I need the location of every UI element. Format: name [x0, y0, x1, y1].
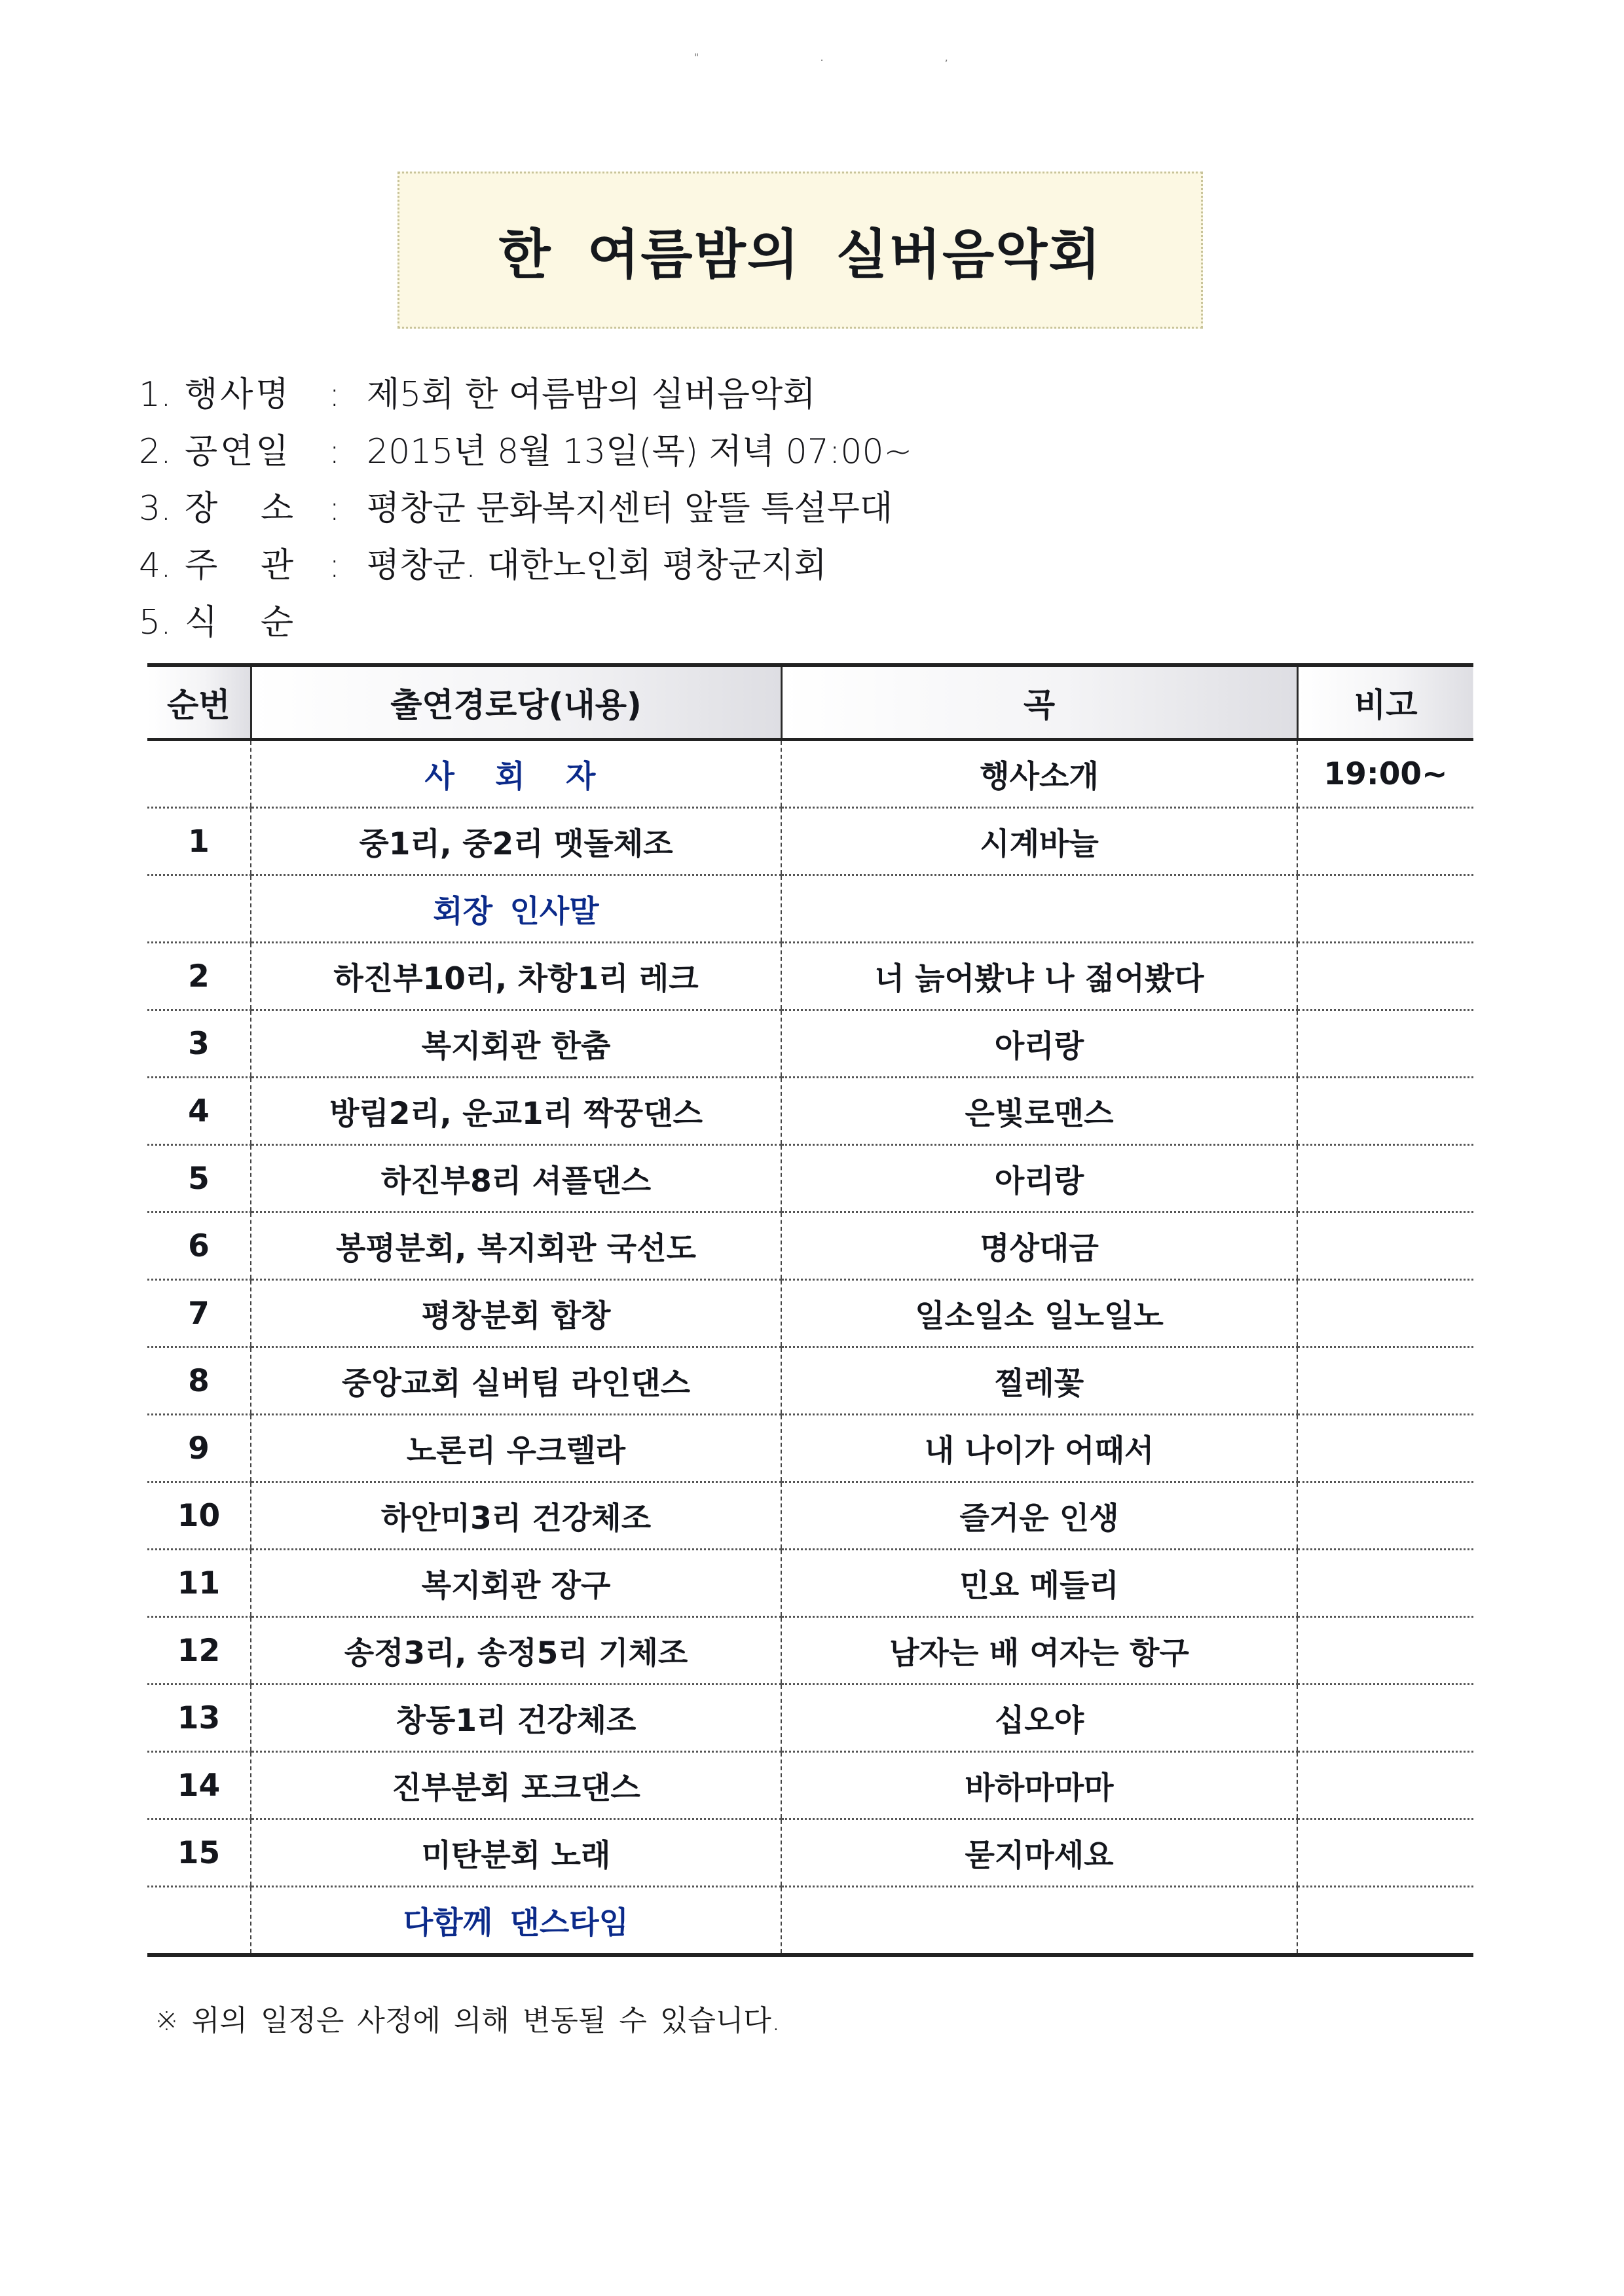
- cell-order: [147, 740, 251, 808]
- cell-song: 아리랑: [781, 1145, 1297, 1212]
- header-song: 곡: [781, 665, 1297, 740]
- cell-song: 남자는 배 여자는 항구: [781, 1617, 1297, 1685]
- cell-order: 13: [147, 1685, 251, 1752]
- cell-note: [1297, 1752, 1473, 1819]
- info-item-organizer: [139, 538, 912, 594]
- table-row: [147, 808, 1473, 875]
- table-row: [147, 1752, 1473, 1819]
- cell-performer: 하안미3리 건강체조: [251, 1482, 781, 1550]
- table-row: [147, 1280, 1473, 1347]
- cell-note: [1297, 1685, 1473, 1752]
- cell-song: 민요 메들리: [781, 1550, 1297, 1617]
- cell-song: 바하마마마: [781, 1752, 1297, 1819]
- cell-song: 너 늙어봤냐 나 젊어봤다: [781, 943, 1297, 1010]
- cell-performer: 창동1리 건강체조: [251, 1685, 781, 1752]
- cell-performer: 중앙교회 실버팀 라인댄스: [251, 1347, 781, 1415]
- table-row: [147, 1347, 1473, 1415]
- table-row: [147, 1887, 1473, 1956]
- table-row: [147, 1550, 1473, 1617]
- info-label: 행사명: [185, 375, 291, 414]
- cell-performer: 노론리 우크렐라: [251, 1415, 781, 1482]
- cell-order: 5: [147, 1145, 251, 1212]
- cell-order: 8: [147, 1347, 251, 1415]
- cell-note: [1297, 1550, 1473, 1617]
- cell-note: [1297, 1212, 1473, 1280]
- table-row: [147, 1078, 1473, 1145]
- header-performer: 출연경로당(내용): [251, 665, 781, 740]
- cell-order: 7: [147, 1280, 251, 1347]
- cell-note: [1297, 1078, 1473, 1145]
- cell-song: 은빛로맨스: [781, 1078, 1297, 1145]
- title-box: [397, 172, 1203, 329]
- table-row: [147, 1010, 1473, 1078]
- scan-marks: " . ,: [694, 51, 1007, 64]
- cell-note: [1297, 1482, 1473, 1550]
- info-value: 2015년 8월 13일(목) 저녁 07:00~: [367, 432, 913, 471]
- cell-performer: 봉평분회, 복지회관 국선도: [251, 1212, 781, 1280]
- document-title: 한 여름밤의 실버음악회: [498, 223, 1102, 286]
- cell-order: [147, 1887, 251, 1956]
- cell-song: 즐거운 인생: [781, 1482, 1297, 1550]
- cell-song: 십오야: [781, 1685, 1297, 1752]
- cell-performer: 복지회관 한춤: [251, 1010, 781, 1078]
- header-order: 순번: [147, 665, 251, 740]
- table-row: [147, 1617, 1473, 1685]
- info-label: 식 순: [185, 603, 297, 642]
- cell-song: 일소일소 일노일노: [781, 1280, 1297, 1347]
- table-row: [147, 1685, 1473, 1752]
- cell-order: 3: [147, 1010, 251, 1078]
- info-separator: :: [329, 489, 341, 528]
- cell-note: [1297, 943, 1473, 1010]
- cell-note: 19:00~: [1297, 740, 1473, 808]
- footnote: ※ 위의 일정은 사정에 의해 변동될 수 있습니다.: [155, 2004, 781, 2037]
- cell-song: [781, 875, 1297, 943]
- table-row: [147, 1482, 1473, 1550]
- info-item-program: [139, 594, 912, 651]
- cell-song: 시계바늘: [781, 808, 1297, 875]
- cell-performer: 하진부8리 셔플댄스: [251, 1145, 781, 1212]
- info-separator: :: [329, 432, 341, 471]
- cell-note: [1297, 1819, 1473, 1887]
- cell-performer: 방림2리, 운교1리 짝꿍댄스: [251, 1078, 781, 1145]
- cell-order: 6: [147, 1212, 251, 1280]
- table-row: [147, 1212, 1473, 1280]
- program-table: [147, 663, 1473, 1957]
- info-label: 공연일: [185, 432, 291, 471]
- info-item-event-name: [139, 367, 912, 424]
- table-row: [147, 875, 1473, 943]
- cell-note: [1297, 808, 1473, 875]
- table-row: [147, 740, 1473, 808]
- cell-note: [1297, 1010, 1473, 1078]
- table-row: [147, 1415, 1473, 1482]
- info-number: 5.: [139, 603, 172, 642]
- info-separator: :: [329, 546, 341, 585]
- cell-performer: 송정3리, 송정5리 기체조: [251, 1617, 781, 1685]
- cell-song: 아리랑: [781, 1010, 1297, 1078]
- cell-note: [1297, 875, 1473, 943]
- cell-song: 묻지마세요: [781, 1819, 1297, 1887]
- cell-order: 11: [147, 1550, 251, 1617]
- info-number: 3.: [139, 489, 172, 528]
- cell-order: 9: [147, 1415, 251, 1482]
- cell-performer: 복지회관 장구: [251, 1550, 781, 1617]
- cell-order: 15: [147, 1819, 251, 1887]
- cell-performer: 사 회 자: [251, 740, 781, 808]
- cell-performer: 회장 인사말: [251, 875, 781, 943]
- table-row: [147, 1145, 1473, 1212]
- cell-performer: 진부분회 포크댄스: [251, 1752, 781, 1819]
- cell-note: [1297, 1347, 1473, 1415]
- cell-order: 4: [147, 1078, 251, 1145]
- cell-order: 12: [147, 1617, 251, 1685]
- info-value: 평창군 문화복지센터 앞뜰 특설무대: [367, 489, 893, 528]
- info-value: 평창군. 대한노인회 평창군지회: [367, 546, 827, 585]
- cell-order: 2: [147, 943, 251, 1010]
- cell-song: 찔레꽃: [781, 1347, 1297, 1415]
- cell-performer: 미탄분회 노래: [251, 1819, 781, 1887]
- info-item-date: [139, 424, 912, 481]
- cell-note: [1297, 1280, 1473, 1347]
- event-info-list: [139, 367, 912, 651]
- cell-performer: 평창분회 합창: [251, 1280, 781, 1347]
- info-label: 주 관: [185, 546, 297, 585]
- info-number: 4.: [139, 546, 172, 585]
- cell-order: 14: [147, 1752, 251, 1819]
- cell-performer: 하진부10리, 차항1리 레크: [251, 943, 781, 1010]
- info-item-venue: [139, 481, 912, 538]
- cell-song: [781, 1887, 1297, 1956]
- header-note: 비고: [1297, 665, 1473, 740]
- table-row: [147, 943, 1473, 1010]
- cell-performer: 다함께 댄스타임: [251, 1887, 781, 1956]
- cell-performer: 중1리, 중2리 맷돌체조: [251, 808, 781, 875]
- cell-note: [1297, 1887, 1473, 1956]
- info-separator: :: [329, 375, 341, 414]
- cell-note: [1297, 1145, 1473, 1212]
- cell-song: 내 나이가 어때서: [781, 1415, 1297, 1482]
- cell-order: 1: [147, 808, 251, 875]
- cell-note: [1297, 1617, 1473, 1685]
- table-row: [147, 1819, 1473, 1887]
- cell-song: 행사소개: [781, 740, 1297, 808]
- cell-order: 10: [147, 1482, 251, 1550]
- table-header-row: [147, 665, 1473, 740]
- cell-order: [147, 875, 251, 943]
- info-label: 장 소: [185, 489, 297, 528]
- info-value: 제5회 한 여름밤의 실버음악회: [367, 375, 816, 414]
- info-number: 1.: [139, 375, 172, 414]
- info-number: 2.: [139, 432, 172, 471]
- cell-song: 명상대금: [781, 1212, 1297, 1280]
- cell-note: [1297, 1415, 1473, 1482]
